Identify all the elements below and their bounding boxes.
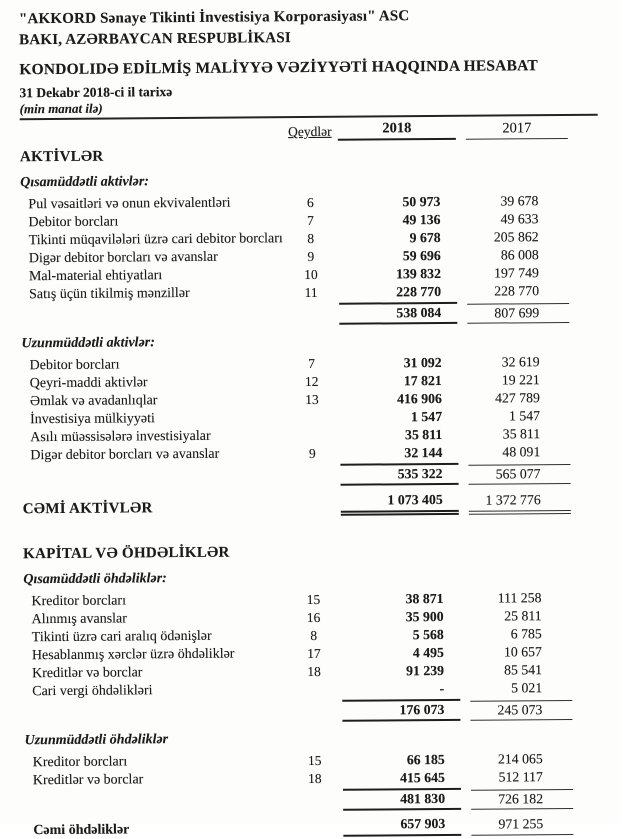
value-2017-cell: 565 077: [468, 464, 570, 485]
document-title: KONDOLIDƏ EDİLMİŞ MALİYYƏ VƏZİYYƏTİ HAQQINDA HESABAT: [19, 56, 617, 81]
note-cell: 15: [285, 592, 341, 608]
note-cell: 9: [284, 446, 340, 462]
note-cell: 15: [287, 753, 343, 769]
value-2017-cell: [469, 584, 571, 585]
row-label: CƏMİ AKTİVLƏR: [23, 499, 285, 518]
note-cell: 18: [287, 771, 343, 787]
value-2017-cell: 86 008: [467, 247, 569, 264]
value-2017-cell: 807 699: [467, 303, 569, 324]
value-2018-cell: 32 144: [340, 445, 458, 462]
value-2018-cell: 9 678: [339, 230, 457, 247]
row-label: Mal-material ehtiyatları: [21, 266, 283, 285]
row-label: Hesablanmış xərclər üzrə öhdəliklər: [24, 645, 286, 664]
value-2017-cell: 205 862: [467, 229, 569, 246]
note-cell: 6: [282, 195, 338, 211]
subtotal-row: [21, 301, 569, 327]
value-2018-cell: 35 900: [342, 609, 460, 626]
row-label: Digər debitor borcları və avanslar: [22, 445, 284, 464]
value-2018-cell: -: [342, 681, 460, 698]
note-cell: 8: [283, 231, 339, 247]
row-label: Digər debitor borcları və avanslar: [21, 248, 283, 267]
value-2017-cell: 6 785: [470, 626, 572, 643]
value-2017-cell: 5 021: [470, 680, 572, 697]
value-2018-cell: 1 073 405: [341, 492, 459, 516]
note-cell: 17: [286, 646, 342, 662]
value-2018-cell: 66 185: [343, 752, 461, 769]
note-cell: 12: [284, 374, 340, 390]
value-2017-cell: 48 091: [468, 444, 570, 461]
value-2017-cell: 35 811: [468, 426, 570, 443]
row-label: Kreditlər və borclar: [24, 663, 286, 682]
value-2018-cell: [338, 188, 456, 189]
value-2018-cell: 415 645: [343, 770, 461, 787]
value-2018-cell: 416 906: [340, 391, 458, 408]
value-2017-cell: [468, 348, 570, 349]
unit-note: (min manat ilə): [20, 97, 618, 117]
value-2017-cell: 32 619: [468, 354, 570, 371]
row-label: Pul vəsaitləri və onun ekvivalentləri: [20, 194, 282, 213]
date-line: 31 Dekabr 2018-ci il tarixə: [19, 81, 617, 102]
row-label: Kreditor borcları: [25, 752, 287, 771]
value-2017-cell: [469, 559, 571, 560]
row-label: Qısamüddətli öhdəliklər:: [23, 569, 285, 588]
value-2017-cell: [466, 162, 568, 163]
value-2018-cell: 538 084: [339, 302, 457, 325]
location-line: BAKI, AZƏRBAYCAN RESPUBLİKASI: [19, 27, 617, 51]
value-2017-cell: 228 770: [467, 283, 569, 300]
row-label: İnvestisiya mülkiyyəti: [22, 409, 284, 428]
value-2018-cell: [338, 163, 456, 164]
value-2018-cell: 91 239: [342, 663, 460, 680]
value-2017-cell: 85 541: [470, 662, 572, 679]
value-2018-cell: 4 495: [342, 645, 460, 662]
subsection-row: [20, 168, 568, 191]
value-2017-cell: 39 678: [466, 193, 568, 210]
row-label: [23, 486, 285, 488]
note-cell: 11: [283, 285, 339, 301]
note-cell: 7: [282, 213, 338, 229]
value-2018-cell: 139 832: [339, 266, 457, 283]
value-2017-cell: 214 065: [471, 751, 573, 768]
value-2017-cell: [466, 187, 568, 188]
value-2018-cell: 38 871: [341, 591, 459, 608]
row-label: [24, 722, 286, 724]
row-label: [21, 325, 283, 327]
value-2018-cell: 49 136: [338, 212, 456, 229]
value-2017-cell: 1 372 776: [469, 492, 571, 515]
row-label: Debitor borcları: [20, 212, 282, 231]
section-row: [23, 538, 571, 563]
value-2018-cell: [343, 746, 461, 747]
row-label: Uzunmüddətli öhdəliklər: [25, 730, 287, 749]
value-2017-cell: 1 547: [468, 408, 570, 425]
subsection-row: [21, 329, 569, 352]
row-label: Alınmış avanslar: [24, 609, 286, 628]
value-2018-cell: 31 092: [340, 355, 458, 372]
value-2017-cell: [471, 745, 573, 746]
value-2018-cell: 1 547: [340, 409, 458, 426]
total2-row: [25, 815, 573, 839]
value-2017-cell: 111 258: [469, 590, 571, 607]
note-cell: 7: [284, 356, 340, 372]
value-2018-cell: 657 903: [343, 816, 461, 837]
row-label: Kreditor borcları: [23, 591, 285, 610]
row-label: Qısamüddətli aktivlər:: [20, 172, 282, 191]
value-2017-cell: 726 182: [471, 789, 573, 810]
company-name: "AKKORD Sənaye Tikinti İnvestisiya Korporasiyası" ASC: [19, 6, 617, 30]
value-2018-cell: [341, 585, 459, 586]
note-cell: 10: [283, 267, 339, 283]
year-2018-column-header: 2018: [338, 120, 456, 141]
row-label: Kreditlər və borclar: [25, 770, 287, 789]
row-label: Əmlak və avadanlıqlar: [22, 391, 284, 410]
note-cell: 8: [286, 628, 342, 644]
value-2017-cell: 512 117: [471, 769, 573, 786]
row-label: Tikinti üzrə cari aralıq ödənişlər: [24, 627, 286, 646]
total-row: [23, 491, 571, 518]
value-2017-cell: 49 633: [466, 211, 568, 228]
row-label: Tikinti müqavilələri üzrə cari debitor borcları: [21, 230, 283, 249]
value-2017-cell: 197 749: [467, 265, 569, 282]
value-2018-cell: 50 973: [338, 194, 456, 211]
value-2018-cell: 176 073: [342, 699, 460, 722]
row-label: Cari vergi öhdəlikləri: [24, 681, 286, 700]
value-2018-cell: 35 811: [340, 427, 458, 444]
row-label: AKTİVLƏR: [20, 147, 282, 166]
note-cell: 9: [283, 249, 339, 265]
subsection-row: [25, 726, 573, 749]
value-2017-cell: 427 789: [468, 390, 570, 407]
value-2018-cell: [340, 349, 458, 350]
row-label: Uzunmüddətli aktivlər:: [21, 333, 283, 352]
value-2018-cell: 5 568: [342, 627, 460, 644]
column-headers: [20, 116, 568, 143]
value-2017-cell: 19 221: [468, 372, 570, 389]
section-spacer: [23, 514, 571, 540]
value-2018-cell: 535 322: [340, 463, 458, 486]
value-2018-cell: 228 770: [339, 284, 457, 301]
row-label: Cəmi öhdəliklər: [25, 820, 287, 839]
value-2017-cell: 10 657: [470, 644, 572, 661]
note-cell: 16: [286, 610, 342, 626]
value-2017-cell: 25 811: [470, 608, 572, 625]
row-label: Asılı müəssisələrə investisiyalar: [22, 427, 284, 446]
notes-column-header: Qeydlər: [282, 124, 338, 141]
row-label: [25, 811, 287, 813]
value-2018-cell: 481 830: [343, 788, 461, 811]
row-label: Satış üçün tikilmiş mənzillər: [21, 284, 283, 303]
row-label: Debitor borcları: [22, 355, 284, 374]
subsection-row: [23, 565, 571, 588]
year-2017-column-header: 2017: [466, 120, 568, 140]
section-row: [20, 141, 568, 166]
subtotal-row: [25, 787, 573, 813]
value-2017-cell: 245 073: [470, 700, 572, 721]
subtotal-row: [24, 698, 572, 724]
note-cell: 13: [284, 392, 340, 408]
row-label: Qeyri-maddi aktivlər: [22, 373, 284, 392]
value-2018-cell: 17 821: [340, 373, 458, 390]
row-label: KAPİTAL VƏ ÖHDƏLİKLƏR: [23, 544, 285, 563]
statement-table: [20, 141, 573, 839]
value-2018-cell: [341, 560, 459, 561]
note-cell: 18: [286, 664, 342, 680]
value-2018-cell: 59 696: [339, 248, 457, 265]
value-2017-cell: 971 255: [471, 816, 573, 836]
subtotal-row: [22, 462, 570, 488]
